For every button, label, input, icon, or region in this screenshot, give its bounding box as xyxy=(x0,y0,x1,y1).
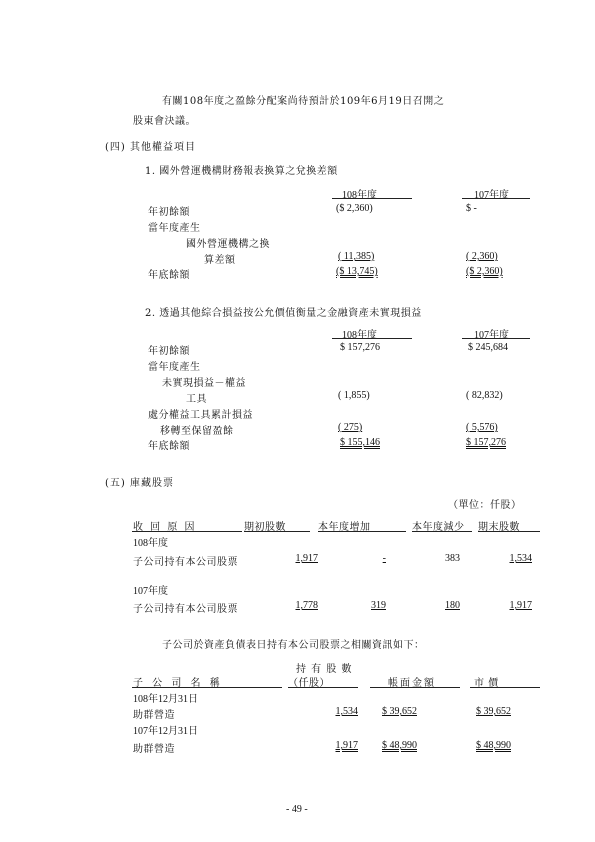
unit-note: （單位：仟股） xyxy=(448,500,522,511)
closing-value: 1,917 xyxy=(509,600,532,611)
header-rule xyxy=(132,687,282,688)
header-rule xyxy=(470,687,540,688)
item-1-col-prior: 107年度 xyxy=(474,190,509,201)
row-label: 算差額 xyxy=(204,255,236,266)
holdings-col-market: 市 價 xyxy=(474,678,499,689)
group-year: 108年度 xyxy=(133,538,168,549)
row-value-prior: ($ 2,360) xyxy=(466,266,503,277)
holding-date: 108年12月31日 xyxy=(133,694,198,705)
intro-line-1: 有關108年度之盈餘分配案尚待預計於109年6月19日召開之 xyxy=(162,96,445,107)
col-header-opening: 期初股數 xyxy=(244,522,286,533)
col-header-decrease: 本年度減少 xyxy=(412,522,465,533)
decrease-value: 383 xyxy=(445,553,460,564)
holding-date: 107年12月31日 xyxy=(133,726,198,737)
row-label: 年初餘額 xyxy=(148,207,190,218)
item-2-col-prior: 107年度 xyxy=(474,330,509,341)
opening-value: 1,917 xyxy=(295,553,318,564)
row-label: 年初餘額 xyxy=(148,346,190,357)
row-label: 國外營運機構之換 xyxy=(186,239,270,250)
header-rule xyxy=(462,338,530,339)
row-value-prior: ( 82,832) xyxy=(466,390,503,401)
row-value-current: $ 155,146 xyxy=(340,437,380,448)
holdings-col-name: 子 公 司 名 稱 xyxy=(133,678,223,689)
holdings-col-shares: （仟股） xyxy=(288,678,330,689)
header-rule xyxy=(132,531,242,532)
row-value-current: ($ 2,360) xyxy=(336,203,373,214)
item-2-title: 2. 透過其他綜合損益按公允價值衡量之金融資產未實現損益 xyxy=(145,308,422,319)
holding-name: 助群營造 xyxy=(133,744,175,755)
group-label: 子公司持有本公司股票 xyxy=(133,557,238,568)
header-rule xyxy=(478,531,540,532)
group-label: 子公司持有本公司股票 xyxy=(133,604,238,615)
item-2-col-current: 108年度 xyxy=(342,330,377,341)
decrease-value: 180 xyxy=(445,600,460,611)
holding-shares: 1,917 xyxy=(335,740,358,751)
holdings-header-top: 持 有 股 數 xyxy=(296,664,353,675)
intro-line-2: 股東會決議。 xyxy=(133,116,196,127)
header-rule xyxy=(288,687,358,688)
row-value-prior: ( 2,360) xyxy=(466,251,498,262)
holdings-note: 子公司於資產負債表日持有本公司股票之相關資訊如下： xyxy=(162,640,425,651)
header-rule xyxy=(332,198,412,199)
item-1-col-current: 108年度 xyxy=(342,190,377,201)
holding-market: $ 39,652 xyxy=(476,706,511,717)
row-value-prior: ( 5,576) xyxy=(466,422,498,433)
holding-name: 助群營造 xyxy=(133,710,175,721)
row-label: 當年度產生 xyxy=(148,362,201,373)
holding-book: $ 39,652 xyxy=(382,706,417,717)
page-number: - 49 - xyxy=(286,804,308,815)
section-4-title: (四) 其他權益項目 xyxy=(105,142,196,153)
increase-value: 319 xyxy=(371,600,386,611)
increase-value: - xyxy=(382,553,386,564)
row-label: 處分權益工具累計損益 xyxy=(148,410,253,421)
row-value-prior: $ 245,684 xyxy=(468,342,508,353)
header-rule xyxy=(462,198,530,199)
row-value-prior: $ 157,276 xyxy=(466,437,506,448)
row-label: 年底餘額 xyxy=(148,270,190,281)
holding-market: $ 48,990 xyxy=(476,740,511,751)
holdings-col-book: 帳面金額 xyxy=(388,678,436,689)
row-label: 未實現損益－權益 xyxy=(162,378,246,389)
row-value-current: ( 11,385) xyxy=(338,251,375,262)
row-value-current: ( 1,855) xyxy=(338,390,370,401)
group-year: 107年度 xyxy=(133,586,168,597)
row-value-current: ( 275) xyxy=(338,422,363,433)
closing-value: 1,534 xyxy=(509,553,532,564)
row-label: 年底餘額 xyxy=(148,441,190,452)
row-label: 移轉至保留盈餘 xyxy=(160,426,234,437)
section-5-title: (五) 庫藏股票 xyxy=(105,478,174,489)
row-value-current: ($ 13,745) xyxy=(336,266,378,277)
holding-shares: 1,534 xyxy=(335,706,358,717)
col-header-reason: 收 回 原 因 xyxy=(133,522,197,533)
header-rule xyxy=(412,531,472,532)
opening-value: 1,778 xyxy=(295,600,318,611)
row-label: 當年度產生 xyxy=(148,223,201,234)
header-rule xyxy=(332,338,412,339)
item-1-title: 1. 國外營運機構財務報表換算之兌換差額 xyxy=(145,166,338,177)
header-rule xyxy=(318,531,406,532)
row-value-prior: $ - xyxy=(466,203,477,214)
header-rule xyxy=(244,531,310,532)
row-value-current: $ 157,276 xyxy=(340,342,380,353)
col-header-increase: 本年度增加 xyxy=(318,522,371,533)
holding-book: $ 48,990 xyxy=(382,740,417,751)
row-label: 工具 xyxy=(186,394,207,405)
col-header-closing: 期末股數 xyxy=(478,522,520,533)
header-rule xyxy=(370,687,460,688)
